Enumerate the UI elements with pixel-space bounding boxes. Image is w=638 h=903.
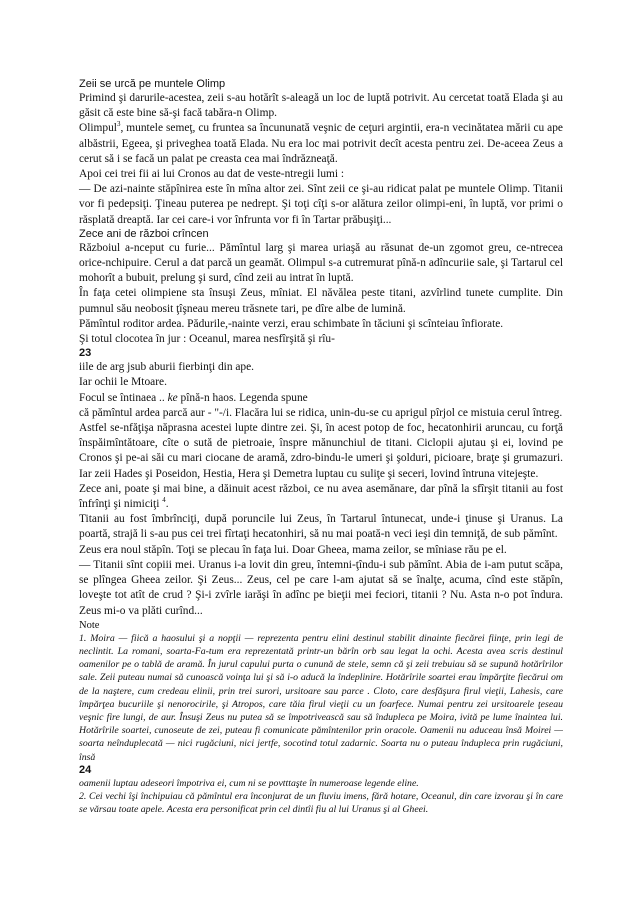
paragraph: Pămîntul roditor ardea. Pădurile,-nainte verzi, erau schimbate în tăciuni şi scînteiau înfiorate.: [79, 317, 504, 330]
paragraph: Războiul a-nceput cu furie... Pămîntul larg şi marea uriaşă au răsunat de-un zgomot greu, ce-ntrecea orice-nchipuire. Cerul a dat parcă un geamăt. Olimpul s-a cutremurat pînă-n adîncuriie sale, şi Tartarul cel mohorît a bubuit, prelung şi surd, cînd zeii au intrat în luptă.: [79, 241, 563, 285]
footnote-marker: 4: [162, 496, 166, 505]
text-line: [79, 391, 563, 406]
paragraph: Zeus era noul stăpîn. Toţi se plecau în faţa lui. Doar Gheea, mama zeilor, se mîniase rău pe el.: [79, 543, 507, 556]
text-run: pînă-n haos. Legenda spune: [177, 391, 308, 404]
paragraph: [79, 121, 563, 167]
paragraph: Primind şi darurile-acestea, zeii s-au hotărît s-aleagă un loc de luptă potrivit. Au cercetat toată Elada şi au găsit că este bine să-şi facă tabăra-n Olimp.: [79, 92, 563, 120]
paragraph: În faţa cetei olimpiene sta însuşi Zeus, mîniat. El năvălea peste titani, azvîrlind tunete cumplite. Din pumnul său neobosit ţîşneau mereu trăsnete tari, pe dîre albe de lumină.: [79, 287, 563, 315]
text-line: Iar ochii le Mtoare.: [79, 376, 167, 389]
page-number: 24: [79, 763, 92, 776]
paragraph: [79, 482, 563, 512]
paragraph: Titanii au fost îmbrînciţi, după poruncile lui Zeus, în Tartarul întunecat, unde-i ţinuse şi Uranus. La poartă, strajă li s-au pus cei trei fîrtaţi hecatonhiri, să nu mai poată-n veci ieşi din temniţă, de sub pămînt.: [79, 513, 563, 541]
text-run: .: [165, 498, 169, 511]
text-line: iile de arg jsub aburii fierbinţi din ape.: [79, 361, 255, 374]
paragraph: Astfel se-nfăţişa năprasna acestei lupte dintre zei. Şi, în acest potop de foc, hecatonhirii aruncau, cu forţă înspăimîntătoare, cîte o sută de pietroaie, înspre mănunchiul de titani. Ciclopii ajutau şi ei, lovind pe Cronos şi pe-ai săi cu mari ciocane de aramă, zdro-bindu-le umeri şi şolduri, picioare, braţe şi grumazuri. Iar zeii Hades şi Poseidon, Hestia, Hera şi Demetra luptau cu suliţe şi seceri, lovind întruna vitejeşte.: [79, 422, 563, 480]
text-run: Focul se întinaea ..: [79, 391, 168, 404]
paragraph: Şi totul clocotea în jur : Oceanul, marea nesfîrşită şi rîu-: [79, 333, 335, 346]
italic-run: ke: [167, 391, 178, 404]
section-heading: Zeii se urcă pe muntele Olimp: [79, 78, 226, 90]
footnote: 2. Cei vechi îşi închipuiau că pămîntul era înconjurat de un fluviu imens, fără hotare, Oceanul, din care izvorau şi în care se vărsau toate apele. Acesta era personificat prin cel dintîi fiu al lui Uranus şi al Gheei.: [79, 790, 563, 816]
text-run: Zece ani, poate şi mai bine, a dăinuit acest război, ce nu avea asemănare, dar pînă la sfîrşit titanii au fost înfrînţi şi nimiciţi: [79, 482, 563, 511]
footnote: oamenii luptau adeseori împotriva ei, cum ni se povtttaşte în numeroase legende eline.: [79, 777, 419, 789]
paragraph: că pămîntul ardea parcă aur - "-/i. Flacăra lui se ridica, unin-du-se cu aprigul pîrjol ce mistuia cerul întreg.: [79, 406, 563, 419]
text-run: Olimpul: [79, 122, 117, 135]
footnote-marker: 3: [116, 120, 121, 129]
paragraph: — De azi-nainte stăpînirea este în mîna altor zei. Sînt zeii ce şi-au ridicat palat pe muntele Olimp. Titanii vor fi pedepsiţi. Ţineau puterea pe nedrept. Şi toţi cîţi s-or alătura zeilor olimpi-eni, în luptă, vor primi o răsplată dreaptă. Iar cei care-i vor înfrunta vor fi în Tartar prăbuşiţi...: [79, 183, 563, 226]
text-run: , muntele semeţ, cu fruntea sa încununată veşnic de ceţuri argintii, era-n vecinătatea mării cu ape albăstrii, Egeea, şi priveghea toată Elada. Nu era loc mai potrivit decît acesta pentru zei. De-aceea Zeus a cerut să i se facă un palat pe creasta cea mai îndrăzneaţă.: [79, 122, 563, 165]
page-number: 23: [79, 347, 92, 360]
footnote: 1. Moira — fiică a haosului şi a nopţii — reprezenta pentru elini destinul stabilit dinainte fiecărei fiinţe, prin legi de neclintit. La romani, soarta-Fa-tum era reprezentată printr-un bărîn orb sau legat la ochi. Acesta avea scris destinul oamenilor pe o tablă de aramă. În jurul capului purta o cunună de stele, semn că şi zeii trebuiau să se supună hotărîrilor sale. Zeii puteau numai să cunoască voinţa lui şi să i-o aducă la îndeplinire. Hotărîrile soartei erau împărţite fiecărui om de la naştere, cum credeau elinii, prin trei surori, ursitoare sau parce . Cloto, care desfăşura firul vieţii, Lahesis, care împărţea bucuriile şi nenorocirile, şi Atropos, care tăia firul vieţii cu un foarfece. Numai pentru zei ursitoarele ţeseau veşnic fire lungi, de aur. Însuşi Zeus nu putea să se împotrivească sau să îndupleca pe Moira, ivită pe lume înaintea lui. Hotărîrile soartei, cunoseute de zei, puteau fi comunicate pămîntenilor prin oracole. Oamenii nu aduceau însă Moirei — soarta neînduplecată — nici rugăciuni, nici jertfe, socotind totul zadarnic. Soarta nu o puteau îndupleca prin rugăciuni, însă: [79, 632, 563, 763]
paragraph: Apoi cei trei fii ai lui Cronos au dat de veste-ntregii lumi :: [79, 168, 345, 181]
section-heading: Zece ani de război crîncen: [79, 227, 209, 240]
document-page: [79, 78, 563, 816]
paragraph: — Titanii sînt copiii mei. Uranus i-a lovit din greu, întemni-ţîndu-i sub pămînt. Abia de i-am putut scăpa, se plîngea Gheea zeilor. Şi Zeus... Zeus, cel pe care l-am ajutat să se înalţe, acuma, cînd este stăpîn, loveşte tot atît de crud ? Şi-i zvîrle iarăşi în adînc pe bieţii mei feciori, titanii ? Nu. Asta n-o pot îndura. Zeus mi-o va plăti curînd...: [79, 558, 563, 617]
notes-heading: Note: [79, 619, 100, 631]
